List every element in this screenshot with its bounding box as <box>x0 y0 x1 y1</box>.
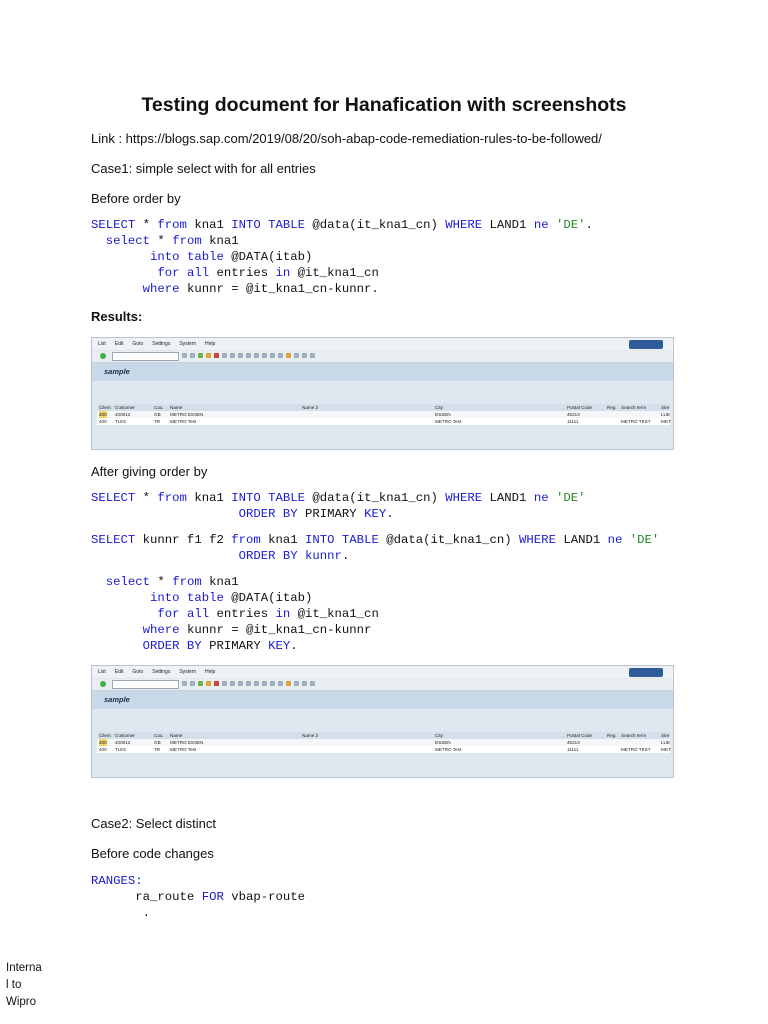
menu-list[interactable]: List <box>98 341 106 347</box>
footer-line: Interna <box>6 962 42 974</box>
menu-list[interactable]: List <box>98 669 106 675</box>
table-row[interactable]: 400 TU01 TR METRO Test METRO Test 11111 METRO TEST MET <box>99 747 671 752</box>
sap-toolbar <box>92 351 673 363</box>
sap-title-bar <box>92 363 673 381</box>
sap-program-title: sample <box>104 695 130 704</box>
menu-edit[interactable]: Edit <box>114 669 124 675</box>
command-field[interactable] <box>112 680 179 689</box>
footer-line: l to <box>6 979 22 991</box>
enter-icon[interactable] <box>100 353 106 359</box>
table-row[interactable]: 400 400012 GB METRO ESSEN ESSEN 45313 LUE <box>99 412 670 417</box>
menu-goto[interactable]: Goto <box>132 669 144 675</box>
window-controls-icon[interactable] <box>629 668 663 677</box>
command-field[interactable] <box>112 352 179 361</box>
menu-help[interactable]: Help <box>205 341 216 347</box>
sap-screenshot-ordered-results <box>91 665 674 778</box>
menu-system[interactable]: System <box>179 669 196 675</box>
reference-link[interactable]: Link : https://blogs.sap.com/2019/08/20/soh-abap-code-remediation-rules-to-be-followed/ <box>91 131 602 146</box>
results-heading: Results: <box>91 309 143 324</box>
menu-edit[interactable]: Edit <box>114 341 124 347</box>
menu-help[interactable]: Help <box>205 669 216 675</box>
classification-footer <box>6 960 42 1011</box>
case2-heading: Case2: Select distinct <box>91 816 217 831</box>
sap-program-title: sample <box>104 367 130 376</box>
code-block-order-by-primary-key: SELECT * from kna1 INTO TABLE @data(it_kna1_cn) WHERE LAND1 ne 'DE' ORDER BY PRIMARY KEY. <box>91 491 586 521</box>
menu-system[interactable]: System <box>179 341 196 347</box>
code-block-before-order-by: SELECT * from kna1 INTO TABLE @data(it_kna1_cn) WHERE LAND1 ne 'DE'. select * from kna1 into table @DATA(itab) for all entries in @it_kna1_cn where kunnr = @it_kna1_cn-kunnr. <box>91 218 593 296</box>
after-order-by-heading: After giving order by <box>91 464 208 479</box>
sap-title-bar <box>92 691 673 709</box>
code-block-ranges: RANGES: ra_route FOR vbap-route . <box>91 874 306 920</box>
toolbar-icons[interactable] <box>182 353 315 358</box>
sap-menubar <box>92 666 673 678</box>
table-row[interactable]: 400 400012 GB METRO ESSEN ESSEN 45313 LUE <box>99 740 670 745</box>
toolbar-icons[interactable] <box>182 681 315 686</box>
case1-heading: Case1: simple select with for all entries <box>91 161 316 176</box>
grid-header-row: Client Customer Cou. Name Name 2 City Postal Code Reg. Search term Stre <box>99 405 670 410</box>
sap-screenshot-results <box>91 337 674 450</box>
alv-grid <box>97 404 670 425</box>
before-code-changes-heading: Before code changes <box>91 846 214 861</box>
window-controls-icon[interactable] <box>629 340 663 349</box>
document-title: Testing document for Hanafication with screenshots <box>141 94 627 116</box>
table-row[interactable]: 400 TU01 TR METRO Test METRO Test 11111 METRO TEST MET <box>99 419 671 424</box>
code-block-order-by-kunnr: SELECT kunnr f1 f2 from kna1 INTO TABLE @data(it_kna1_cn) WHERE LAND1 ne 'DE' ORDER BY kunnr. <box>91 533 660 563</box>
alv-grid <box>97 732 670 753</box>
menu-goto[interactable]: Goto <box>132 341 144 347</box>
sap-toolbar <box>92 679 673 691</box>
menu-settings[interactable]: Settings <box>152 669 171 675</box>
menu-settings[interactable]: Settings <box>152 341 171 347</box>
sap-menubar <box>92 338 673 350</box>
footer-line: Wipro <box>6 996 37 1008</box>
before-order-by-heading: Before order by <box>91 191 181 206</box>
enter-icon[interactable] <box>100 681 106 687</box>
code-block-for-all-entries-order-by: select * from kna1 into table @DATA(itab) for all entries in @it_kna1_cn where kunnr = @it_kna1_cn-kunnr ORDER BY PRIMARY KEY. <box>105 575 379 653</box>
grid-header-row: Client Customer Cou. Name Name 2 City Postal Code Reg. Search term Stre <box>99 733 670 738</box>
